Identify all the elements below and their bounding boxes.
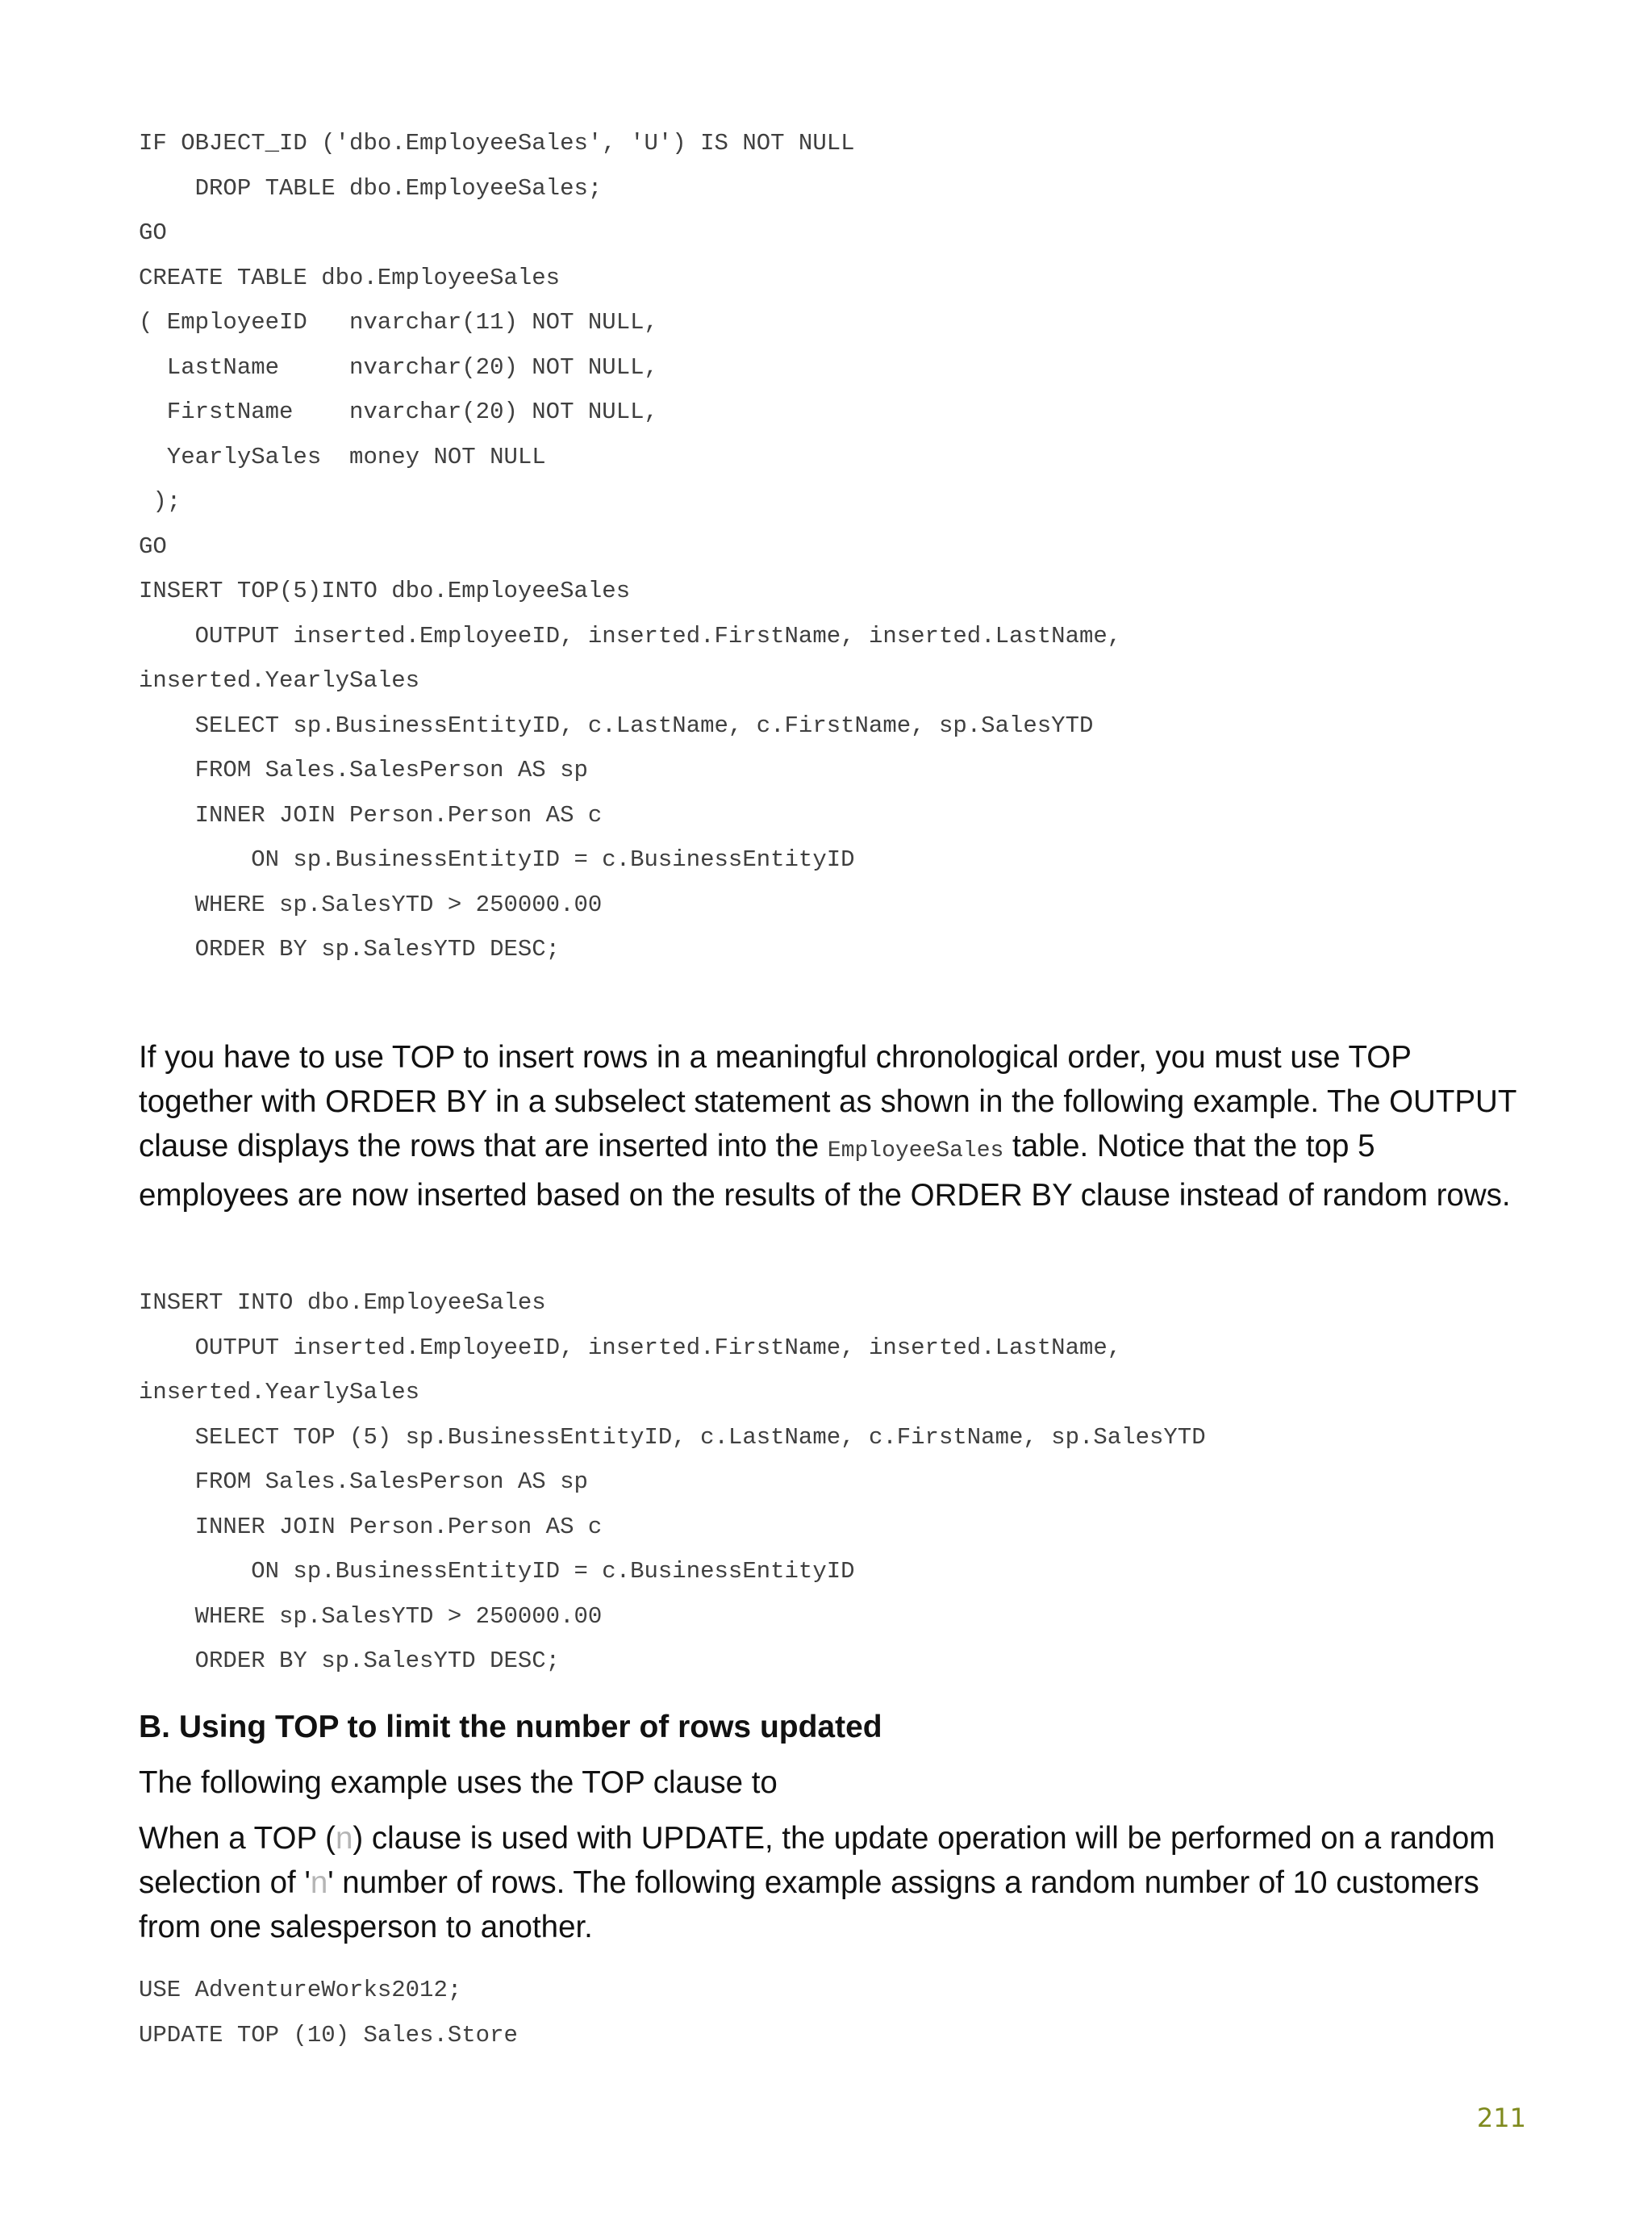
- code-line: USE AdventureWorks2012;: [139, 1977, 462, 2003]
- code-line: IF OBJECT_ID ('dbo.EmployeeSales', 'U') IS NOT NULL: [139, 130, 855, 157]
- code-line: GO: [139, 532, 167, 560]
- code-line: WHERE sp.SalesYTD > 250000.00: [139, 1602, 603, 1630]
- paragraph-text: If you have to use TOP to insert rows in a meaningful chronological order, you must use TOP together with ORDER BY in a subselect statement as shown in the following example. The OUTPUT clause displays the rows that are inserted into the: [139, 1040, 1516, 1163]
- paragraph-text: ' number of rows. The following example assigns a random number of 10 customers from one salesperson to another.: [139, 1865, 1479, 1944]
- code-line: WHERE sp.SalesYTD > 250000.00: [139, 891, 603, 918]
- code-block-update: [139, 1968, 518, 2057]
- code-line: inserted.YearlySales: [139, 667, 420, 694]
- paragraph-insert-order: [139, 1035, 1518, 1217]
- code-line: YearlySales money NOT NULL: [139, 443, 546, 470]
- code-line: ORDER BY sp.SalesYTD DESC;: [139, 1648, 561, 1674]
- code-line: CREATE TABLE dbo.EmployeeSales: [139, 264, 561, 291]
- page-number: 211: [1476, 2103, 1526, 2133]
- code-line: ON sp.BusinessEntityID = c.BusinessEntityID: [139, 846, 855, 873]
- code-line: INSERT TOP(5)INTO dbo.EmployeeSales: [139, 578, 631, 604]
- code-block-insert-select: [139, 1280, 1206, 1684]
- code-line: UPDATE TOP (10) Sales.Store: [139, 2021, 518, 2049]
- paragraph-text: When a TOP (: [139, 1821, 336, 1856]
- code-block-create-table: [139, 121, 1121, 972]
- code-line: inserted.YearlySales: [139, 1379, 420, 1405]
- code-line: FROM Sales.SalesPerson AS sp: [139, 757, 588, 783]
- code-line: INNER JOIN Person.Person AS c: [139, 801, 603, 829]
- paragraph-intro: The following example uses the TOP clause to: [139, 1765, 778, 1800]
- code-line: FirstName nvarchar(20) NOT NULL,: [139, 399, 658, 425]
- code-line: SELECT sp.BusinessEntityID, c.LastName, c.FirstName, sp.SalesYTD: [139, 712, 1094, 739]
- code-line: FROM Sales.SalesPerson AS sp: [139, 1468, 588, 1495]
- code-line: ( EmployeeID nvarchar(11) NOT NULL,: [139, 309, 658, 336]
- paragraph-text: table. Notice that the top 5 employees are now inserted based on the results of the ORDER BY clause instead of random rows.: [139, 1129, 1511, 1213]
- code-line: GO: [139, 219, 167, 246]
- section-heading: B. Using TOP to limit the number of rows updated: [139, 1710, 882, 1744]
- inline-code-table-name: EmployeeSales: [827, 1138, 1004, 1163]
- code-line: DROP TABLE dbo.EmployeeSales;: [139, 174, 603, 202]
- variable-n: n: [310, 1865, 328, 1900]
- paragraph-update-top: [139, 1816, 1518, 1949]
- code-line: INNER JOIN Person.Person AS c: [139, 1513, 603, 1540]
- code-line: LastName nvarchar(20) NOT NULL,: [139, 353, 658, 381]
- code-line: );: [139, 488, 181, 515]
- code-line: INSERT INTO dbo.EmployeeSales: [139, 1289, 546, 1316]
- code-line: ON sp.BusinessEntityID = c.BusinessEntityID: [139, 1558, 855, 1585]
- code-line: SELECT TOP (5) sp.BusinessEntityID, c.LastName, c.FirstName, sp.SalesYTD: [139, 1423, 1206, 1451]
- code-line: ORDER BY sp.SalesYTD DESC;: [139, 936, 561, 963]
- variable-n: n: [335, 1821, 353, 1856]
- code-line: OUTPUT inserted.EmployeeID, inserted.FirstName, inserted.LastName,: [139, 1334, 1122, 1361]
- paragraph-text: ) clause is used with UPDATE, the update operation will be performed on a random selection of ': [139, 1821, 1496, 1900]
- code-line: OUTPUT inserted.EmployeeID, inserted.FirstName, inserted.LastName,: [139, 622, 1122, 649]
